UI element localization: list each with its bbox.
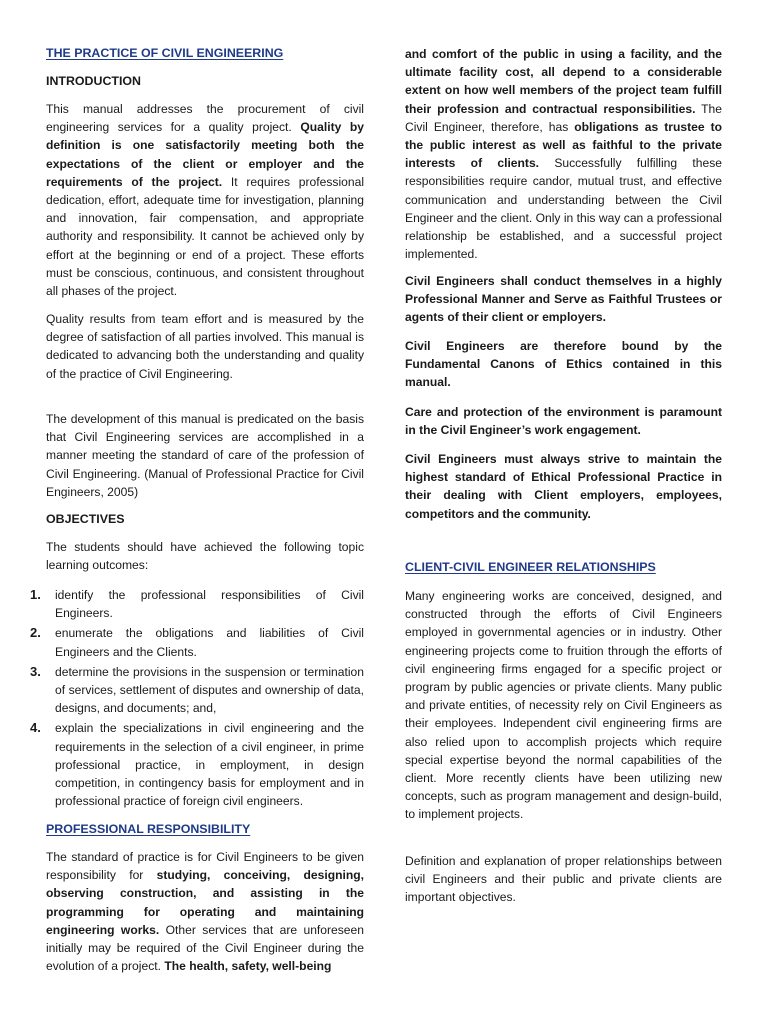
intro-paragraph-3: The development of this manual is predicated on the basis that Civil Engineering services are accomplished in a manner meeting the standard of care of the profession of Civil Engineering. (Manual of Professional Practice for Civil Engineers, 2005) [46,412,364,499]
objectives-heading: OBJECTIVES [46,512,125,526]
objective-number: 4. [30,720,41,736]
objective-text: enumerate the obligations and liabilities of Civil Engineers and the Clients. [55,626,364,659]
objective-text: explain the specializations in civil engineering and the requirements in the selection of a civil engineer, in prime professional practice, in employment, in design competition, in contingency basis for employment and in professional practice of foreign civil engineers. [55,721,364,809]
professional-responsibility-heading: PROFESSIONAL RESPONSIBILITY [46,822,251,836]
objectives-list [30,586,364,810]
objective-item [30,586,364,622]
introduction-heading: INTRODUCTION [46,74,141,88]
intro-paragraph-1: This manual addresses the procurement of civil engineering services for a quality project. Quality by definition is one satisfactorily meeting both the expectations of the client or employer and the requirements of the project. It requires professional dedication, effort, adequate time for investigation, planning and innovation, fair compensation, and appropriate authority and responsibility. It cannot be achieved only by effort at the beginning or end of a project. These efforts must be conscious, continuous, and consistent throughout all phases of the project. [46,102,365,299]
document-title: THE PRACTICE OF CIVIL ENGINEERING [46,46,284,60]
objective-number: 3. [30,663,41,679]
conduct-statement: Civil Engineers shall conduct themselves in a highly Professional Manner and Serve as Faithful Trustees or agents of their client or employers. [405,274,722,325]
ethics-statement: Civil Engineers must always strive to maintain the highest standard of Ethical Professional Practice in their dealing with Client employers, employees, competitors and the community. [405,452,722,521]
objective-number: 2. [30,625,41,641]
objective-item [30,663,364,718]
objective-item [30,719,364,810]
canons-statement: Civil Engineers are therefore bound by the Fundamental Canons of Ethics contained in this manual. [405,339,722,390]
objective-item [30,624,364,660]
client-relationships-heading: CLIENT-CIVIL ENGINEER RELATIONSHIPS [405,560,656,574]
client-paragraph-2: Definition and explanation of proper relationships between civil Engineers and their public and private clients are important objectives. [405,854,722,905]
objective-text: identify the professional responsibilities of Civil Engineers. [55,588,364,621]
continued-paragraph: and comfort of the public in using a facility, and the ultimate facility cost, all depend to a considerable extent on how well members of the project team fulfill their profession and contractual responsibilities. The Civil Engineer, therefore, has obligations as trustee to the public interest as well as faithful to the private interests of clients. Successfully fulfilling these responsibilities require candor, mutual trust, and effective communication and understanding between the Civil Engineer and the client. Only in this way can a professional relationship be established, and a successful project implemented. [405,47,723,262]
objective-text: determine the provisions in the suspension or termination of services, settlement of disputes and ownership of data, designs, and documents; and, [55,664,364,716]
environment-statement: Care and protection of the environment is paramount in the Civil Engineer’s work engagement. [405,405,722,438]
objectives-intro: The students should have achieved the following topic learning outcomes: [46,540,364,573]
professional-paragraph: The standard of practice is for Civil Engineers to be given responsibility for studying, conceiving, designing, observing construction, and assisting in the programming for operating and maintaining engineering works. Other services that are unforeseen initially may be required of the Civil Engineer during the evolution of a project. The health, safety, well-being [46,850,364,974]
client-paragraph-1: Many engineering works are conceived, designed, and constructed through the efforts of Civil Engineers employed in governmental agencies or in industry. Other engineering projects come to fruition through the efforts of civil engineering firms engaged for a specific project or program by public agencies or private clients. Many public and private entities, of necessity rely on Civil Engineers as their employees. Independent civil engineering firms are also relied upon to accomplish projects which require special expertise beyond the normal capabilities of the client. More recently clients have been utilizing new concepts, such as program management and design-build, to implement projects. [405,589,722,822]
intro-paragraph-2: Quality results from team effort and is measured by the degree of satisfaction of all parties involved. This manual is dedicated to advancing both the understanding and quality of the practice of Civil Engineering. [46,312,364,381]
objective-number: 1. [30,587,41,602]
